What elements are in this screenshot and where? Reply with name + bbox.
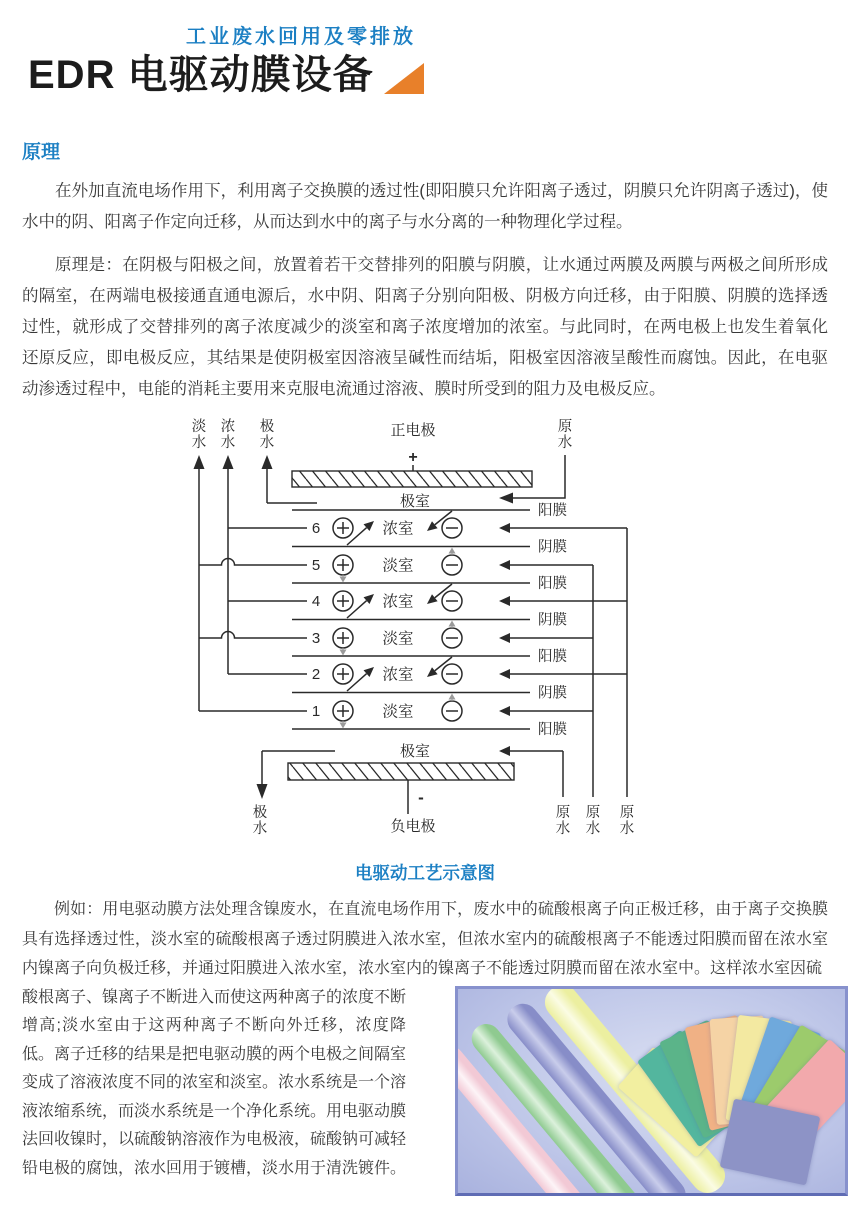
row-number: 1	[311, 703, 321, 720]
outlet-label: 水	[259, 435, 275, 451]
paragraph-2: 原理是：在阴极与阳极之间，放置着若干交替排列的阳膜与阴膜，让水通过两膜及两膜与两极之间所形成的隔室，在两端电极接通直通电源后，水中阴、阳离子分别向阳极、阴极方向迁移，由于阳膜、阴膜的选择透过性，就形成了交替排列的离子浓度减少的淡室和离子浓度增加的浓室。与此同时，在两电极上也发生着氧化还原反应，即电极反应，其结果是使阴极室因溶液呈碱性而结垢，阳极室因溶液呈酸性而腐蚀。因此，在电驱动渗透过程中，电能的消耗主要用来克服电流通过溶液、膜时所受到的阻力及电极反应。	[22, 256, 828, 398]
chamber-label: 浓室	[382, 593, 414, 611]
header-subtitle: 工业废水回用及零排放	[186, 26, 416, 48]
diagram-shape	[427, 521, 438, 531]
process-diagram-svg	[150, 415, 670, 851]
paragraph-3-narrow: 酸根离子、镍离子不断进入而使这两种离子的浓度不断增高;淡水室由于这两种离子不断向外迁移，浓度降低。离子迁移的结果是把电驱动膜的两个电极之间隔室变成了溶液浓度不同的浓室和淡室。浓水系统是一个溶液浓缩系统，而淡水系统是一个净化系统。用电驱动膜法回收镍时，以硫酸钠溶液作为电极液，硫酸钠可减轻铅电极的腐蚀，浓水回用于镀槽，淡水用于清洗镀件。	[22, 988, 407, 1177]
diagram-shape	[223, 455, 234, 469]
diagram-shape	[499, 523, 510, 533]
membrane-label: 阳膜	[538, 503, 567, 519]
membrane-label: 阴膜	[538, 539, 567, 556]
diagram-shape	[499, 596, 510, 606]
diagram-shape	[499, 493, 513, 504]
diagram-shape	[199, 632, 307, 639]
diagram-shape	[262, 455, 273, 469]
diagram-shape	[499, 746, 510, 756]
feed-label: 水	[619, 821, 635, 837]
row-number: 2	[311, 666, 321, 683]
chamber-label: 极室	[399, 743, 431, 760]
membrane-label: 阴膜	[538, 612, 567, 629]
diagram-shape	[427, 667, 438, 677]
diagram-shape	[499, 669, 510, 679]
text-photo-row	[22, 984, 848, 1196]
chamber-label: 浓室	[382, 520, 414, 538]
feed-label: 原	[619, 805, 635, 821]
outlet-label: 淡	[191, 419, 207, 435]
row-number: 5	[311, 557, 321, 574]
chamber-label: 淡室	[382, 703, 414, 721]
diagram-shape	[499, 633, 510, 643]
electrode-sign: -	[418, 788, 424, 807]
page-header	[0, 0, 850, 97]
chamber-label: 淡室	[382, 557, 414, 575]
membrane-label: 阳膜	[538, 722, 567, 738]
diagram-shape	[340, 723, 347, 729]
diagram-shape	[449, 621, 456, 627]
diagram-shape	[499, 560, 510, 570]
page-title: EDR 电驱动膜设备	[28, 53, 374, 97]
chamber-label: 极室	[399, 493, 431, 510]
feed-label: 水	[585, 821, 601, 837]
chamber-label: 浓室	[382, 666, 414, 684]
paragraph-3-full: 例如：用电驱动膜方法处理含镍废水，在直流电场作用下，废水中的硫酸根离子向正极迁移，由于离子交换膜具有选择透过性，淡水室的硫酸根离子透过阴膜进入浓水室，但浓水室内的硫酸根离子不能透过阳膜而留在浓水室内镍离子向负极迁移，并通过阳膜进入浓水室，浓水室内的镍离子不能透过阴膜而留在浓水室中。这样浓水室因硫	[22, 901, 828, 977]
row-number: 6	[311, 520, 321, 537]
diagram-shape	[449, 694, 456, 700]
outlet-label: 浓	[220, 419, 236, 435]
outlet-label: 水	[252, 821, 268, 837]
electrode-label: 正电极	[390, 422, 436, 439]
diagram-shape	[257, 784, 268, 799]
feed-label: 原	[557, 419, 573, 435]
chamber-label: 淡室	[382, 630, 414, 648]
feed-label: 原	[585, 805, 601, 821]
row-number: 3	[311, 630, 321, 647]
title-row	[28, 53, 850, 97]
diagram-shape	[449, 548, 456, 554]
electrode-label: 负电极	[390, 818, 436, 835]
membrane-label: 阳膜	[538, 576, 567, 592]
membrane-label: 阴膜	[538, 685, 567, 702]
row-number: 4	[311, 593, 321, 610]
diagram-shape	[340, 650, 347, 656]
paragraph-1: 在外加直流电场作用下，利用离子交换膜的透过性(即阳膜只允许阳离子透过，阴膜只允许阴离子透过)，使水中的阴、阳离子作定向迁移，从而达到水中的离子与水分离的一种物理化学过程。	[22, 182, 828, 231]
feed-label: 水	[555, 821, 571, 837]
diagram-shape	[340, 577, 347, 583]
diagram-shape	[194, 455, 205, 469]
diagram-shape	[292, 471, 532, 487]
diagram-shape	[499, 706, 510, 716]
feed-label: 水	[557, 435, 573, 451]
outlet-label: 水	[220, 435, 236, 451]
electrode-sign: +	[408, 449, 418, 466]
outlet-label: 极	[252, 805, 268, 821]
section-heading-principle: 原理	[22, 142, 61, 163]
diagram-caption: 电驱动工艺示意图	[355, 863, 495, 883]
membrane-photo	[455, 986, 848, 1196]
process-diagram	[150, 415, 670, 856]
outlet-label: 水	[191, 435, 207, 451]
diagram-shape	[427, 594, 438, 604]
feed-label: 原	[555, 805, 571, 821]
membrane-label: 阳膜	[538, 649, 567, 665]
outlet-label: 极	[259, 419, 275, 435]
diagram-shape	[288, 763, 514, 780]
diagram-shape	[199, 559, 307, 566]
orange-triangle-icon	[384, 63, 424, 94]
